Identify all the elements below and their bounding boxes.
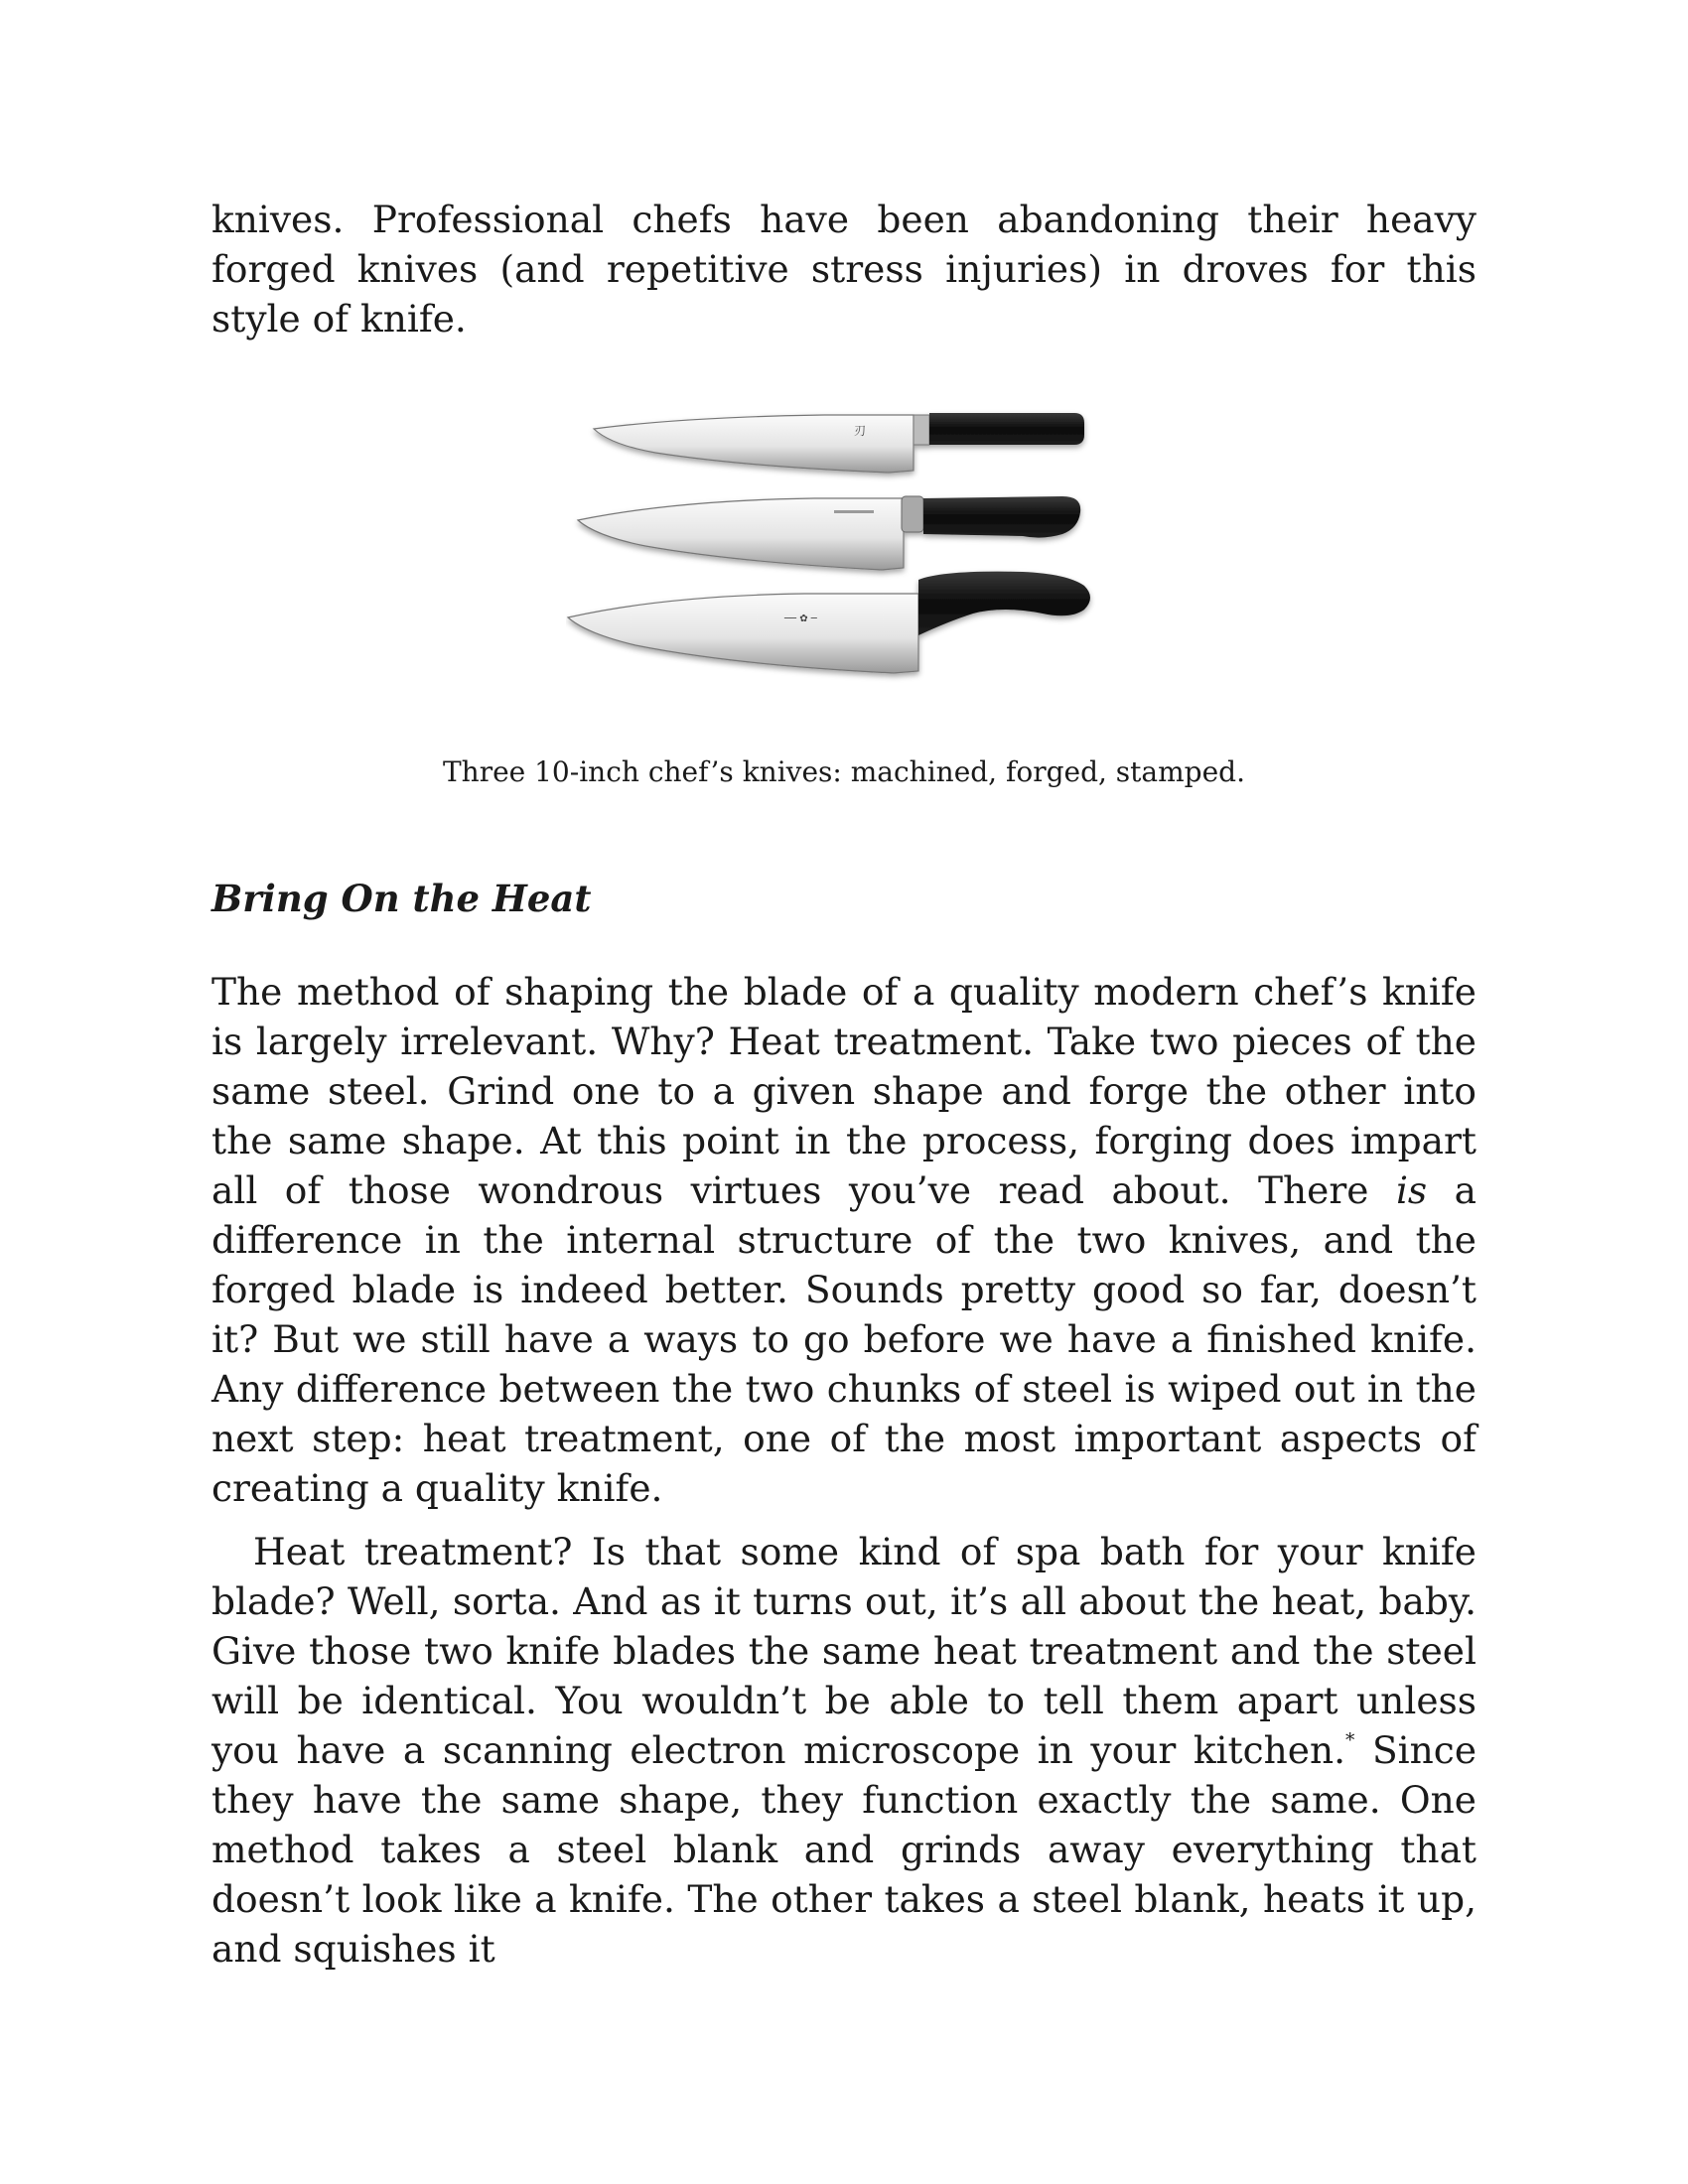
p2-text-start: Heat treatment? Is that some kind of spa bath for your knife blade? Well, sorta. And as it turns out, it’s all about the heat, baby. Give those two knife blades the same heat treatment and the steel will be identical. You wouldn’t be able to tell them apart unless you have a scanning electron microscope in your kitchen. bbox=[211, 1530, 1477, 1772]
p1-text-start: The method of shaping the blade of a quality modern chef’s knife is largely irrelevant. Why? Heat treatment. Take two pieces of the same steel. Grind one to a given shape and forge the other into the same shape. At this point in the process, forging does impart all of those wondrous virtues you’ve read about. There bbox=[211, 970, 1477, 1212]
svg-text:刃: 刃 bbox=[854, 424, 867, 438]
emphasis-is: is bbox=[1395, 1168, 1428, 1212]
knives-figure bbox=[211, 401, 1477, 790]
top-paragraph: knives. Professional chefs have been abandoning their heavy forged knives (and repetitive stress injuries) in droves for this style of knife. bbox=[211, 198, 1477, 341]
forged-knife bbox=[578, 496, 1080, 570]
stamped-knife bbox=[568, 572, 1090, 673]
knives-illustration bbox=[566, 401, 1122, 699]
section-body bbox=[211, 967, 1477, 1974]
body-paragraph-2 bbox=[211, 1527, 1477, 1974]
p1-text-end: a difference in the internal structure of the two knives, and the forged blade is indeed better. Sounds pretty good so far, doesn’t it? But we still have a ways to go before we have a finished knife. Any difference between the two chunks of steel is wiped out in the next step: heat treatment, one of the most important aspects of creating a quality knife. bbox=[211, 1168, 1477, 1510]
machined-knife bbox=[594, 413, 1084, 473]
figure-caption: Three 10-inch chef’s knives: machined, forged, stamped. bbox=[442, 755, 1245, 788]
body-paragraph-1 bbox=[211, 967, 1477, 1513]
book-page bbox=[211, 195, 1477, 1974]
footnote-mark[interactable]: * bbox=[1345, 1730, 1355, 1752]
section-heading: Bring On the Heat bbox=[211, 877, 592, 920]
svg-text:── ✿ ─: ── ✿ ─ bbox=[784, 614, 817, 624]
p2-text-end: Since they have the same shape, they function exactly the same. One method takes a steel blank and grinds away everything that doesn’t look like a knife. The other takes a steel blank, heats it up, and squishes it bbox=[211, 1728, 1477, 1971]
